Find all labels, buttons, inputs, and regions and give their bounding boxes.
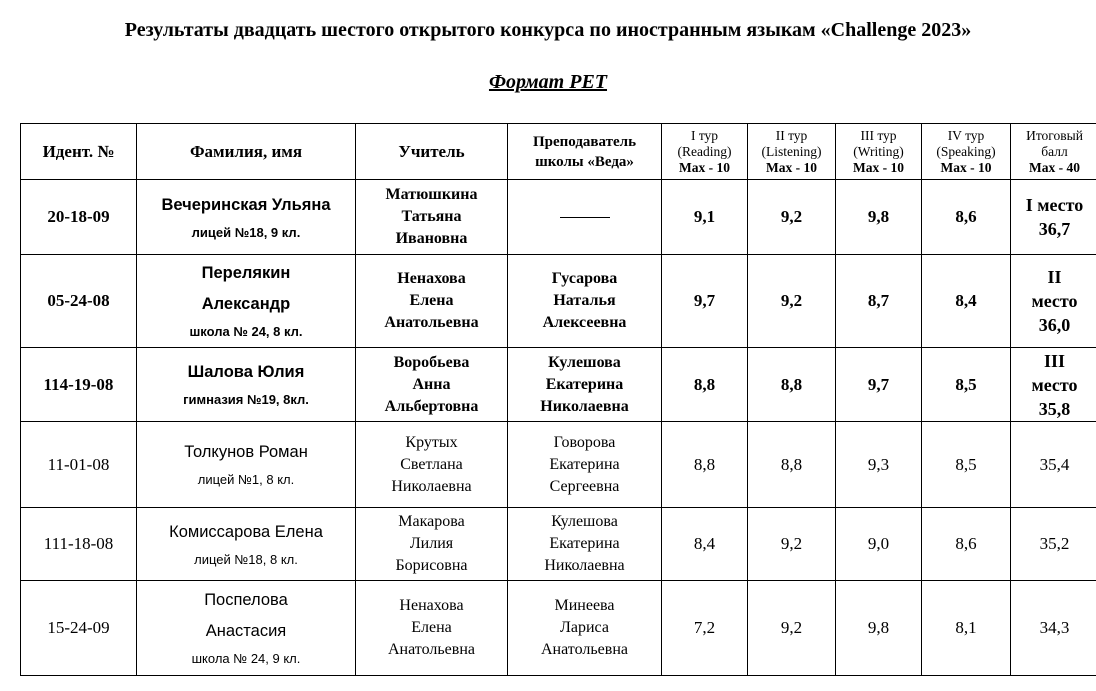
teacher-surname: Ненахова [399,597,464,614]
veda-teacher-cell [508,422,662,508]
participant-name-cell [137,348,356,422]
header-tour2-line1: II тур [775,127,808,143]
score-speaking: 8,5 [922,422,1011,508]
teacher-firstname: Анна [412,375,451,393]
teacher-cell [356,255,508,348]
teacher-surname: Ненахова [397,270,466,287]
participant-name-line2: Александр [201,295,291,313]
header-id: Идент. № [21,124,137,180]
header-tour3-line1: III тур [860,127,897,143]
header-total [1011,124,1096,180]
participant-school: гимназия №19, 8кл. [183,392,309,407]
header-tour3-line2: (Writing) [853,143,904,159]
participant-school: лицей №18, 9 кл. [191,224,301,240]
score-reading: 9,1 [662,180,748,255]
place-label: III [1043,350,1065,371]
header-teacher: Учитель [356,124,508,180]
score-speaking: 8,1 [922,581,1011,676]
score-listening: 9,2 [748,255,836,348]
total-score: 36,7 [1038,219,1071,239]
score-reading: 8,8 [662,348,748,422]
teacher-surname: Макарова [398,513,465,530]
score-reading: 8,4 [662,508,748,581]
veda-teacher-cell [508,348,662,422]
total-cell [1011,255,1096,348]
score-speaking: 8,6 [922,180,1011,255]
participant-id: 114-19-08 [21,348,137,422]
teacher-surname: Крутых [405,433,458,451]
teacher-surname: Воробьева [393,353,470,371]
teacher-cell [356,422,508,508]
score-listening: 8,8 [748,348,836,422]
teacher-cell [356,180,508,255]
header-tour3 [836,124,922,180]
veda-surname: Кулешова [548,353,621,371]
score-reading: 7,2 [662,581,748,676]
participant-name-cell [137,422,356,508]
veda-teacher-cell [508,581,662,676]
score-writing: 9,8 [836,581,922,676]
score-speaking: 8,5 [922,348,1011,422]
empty-dash [560,217,610,218]
header-tour3-max: Max - 10 [853,159,904,175]
results-table [20,123,1096,676]
teacher-cell [356,348,508,422]
score-writing: 9,3 [836,422,922,508]
veda-firstname: Екатерина [549,455,620,473]
participant-name-line1: Поспелова [204,591,288,609]
total-cell [1011,180,1096,255]
veda-patronymic: Николаевна [540,397,629,415]
header-tour4 [922,124,1011,180]
place-label: I место [1025,195,1084,215]
teacher-patronymic: Ивановна [395,230,468,247]
participant-name: Вечеринская Ульяна [161,195,331,214]
teacher-cell [356,508,508,581]
score-writing: 9,0 [836,508,922,581]
teacher-patronymic: Анатольевна [384,314,479,331]
participant-school: лицей №18, 8 кл. [194,551,298,567]
teacher-patronymic: Николаевна [391,477,472,495]
teacher-surname: Матюшкина [385,186,478,203]
participant-id: 11-01-08 [21,422,137,508]
header-total-line1: Итоговый [1026,127,1083,143]
participant-school: школа № 24, 8 кл. [189,324,303,339]
participant-name-cell [137,581,356,676]
teacher-patronymic: Борисовна [395,557,468,574]
place-word: место [1031,374,1078,395]
total-score: 35,2 [1011,508,1096,581]
score-writing: 8,7 [836,255,922,348]
participant-name-cell [137,508,356,581]
participant-id: 05-24-08 [21,255,137,348]
teacher-firstname: Светлана [400,455,463,473]
participant-school: школа № 24, 9 кл. [191,651,301,666]
score-reading: 8,8 [662,422,748,508]
teacher-firstname: Лилия [409,535,454,552]
participant-name: Толкунов Роман [184,443,308,461]
participant-name: Шалова Юлия [187,363,305,381]
veda-teacher-cell [508,180,662,255]
score-reading: 9,7 [662,255,748,348]
veda-patronymic: Анатольевна [541,641,628,658]
veda-patronymic: Сергеевна [549,477,620,495]
header-tour1-line1: I тур [690,127,719,143]
score-listening: 8,8 [748,422,836,508]
total-cell [1011,348,1096,422]
header-veda-line1: Преподаватель [532,133,637,150]
veda-surname: Говорова [553,433,616,451]
teacher-patronymic: Альбертовна [384,397,479,415]
veda-teacher-cell [508,508,662,581]
veda-firstname: Екатерина [545,375,624,393]
teacher-patronymic: Анатольевна [388,641,475,658]
teacher-firstname: Елена [411,619,452,636]
veda-patronymic: Николаевна [544,557,625,574]
score-speaking: 8,4 [922,255,1011,348]
header-row [21,124,1096,180]
participant-name: Комиссарова Елена [169,522,323,541]
veda-surname: Минеева [554,597,615,614]
score-listening: 9,2 [748,508,836,581]
veda-firstname: Екатерина [549,535,620,552]
header-tour2-line2: (Listening) [761,143,822,159]
table-row [21,348,1096,422]
participant-id: 20-18-09 [21,180,137,255]
header-tour4-max: Max - 10 [940,159,992,175]
participant-name-line2: Анастасия [205,622,287,640]
header-veda-teacher [508,124,662,180]
participant-name-cell [137,255,356,348]
header-tour1 [662,124,748,180]
teacher-firstname: Татьяна [401,208,462,225]
table-row [21,422,1096,508]
document-title: Результаты двадцать шестого открытого конкурса по иностранным языкам «Challenge 2023» [124,19,972,41]
header-tour2 [748,124,836,180]
table-row [21,180,1096,255]
veda-patronymic: Алексеевна [542,314,627,331]
header-tour4-line1: IV тур [947,127,985,143]
veda-teacher-cell [508,255,662,348]
score-speaking: 8,6 [922,508,1011,581]
table-row [21,508,1096,581]
header-veda-line2: школы «Веда» [535,153,634,170]
teacher-cell [356,581,508,676]
total-score: 34,3 [1011,581,1096,676]
header-tour1-line2: (Reading) [677,143,732,159]
participant-name-cell [137,180,356,255]
participant-school: лицей №1, 8 кл. [197,472,295,487]
teacher-firstname: Елена [409,292,454,309]
total-score: 36,0 [1038,315,1071,335]
score-listening: 9,2 [748,180,836,255]
veda-firstname: Лариса [560,619,609,636]
header-total-line2: балл [1041,143,1068,159]
participant-id: 15-24-09 [21,581,137,676]
header-tour4-line2: (Speaking) [936,143,996,159]
score-writing: 9,8 [836,180,922,255]
place-word: место [1031,291,1078,311]
score-writing: 9,7 [836,348,922,422]
header-name: Фамилия, имя [137,124,356,180]
header-tour2-max: Max - 10 [766,159,817,175]
table-row [21,255,1096,348]
place-label: II [1047,267,1062,287]
veda-surname: Гусарова [551,270,618,287]
total-score: 35,8 [1038,398,1071,419]
veda-surname: Кулешова [551,513,618,530]
participant-name-line1: Перелякин [201,264,291,282]
header-tour1-max: Max - 10 [679,159,730,175]
score-listening: 9,2 [748,581,836,676]
participant-id: 111-18-08 [21,508,137,581]
veda-firstname: Наталья [553,292,616,309]
total-score: 35,4 [1011,422,1096,508]
table-row [21,581,1096,676]
format-subtitle: Формат PET [488,71,608,93]
header-total-max: Max - 40 [1029,159,1080,175]
